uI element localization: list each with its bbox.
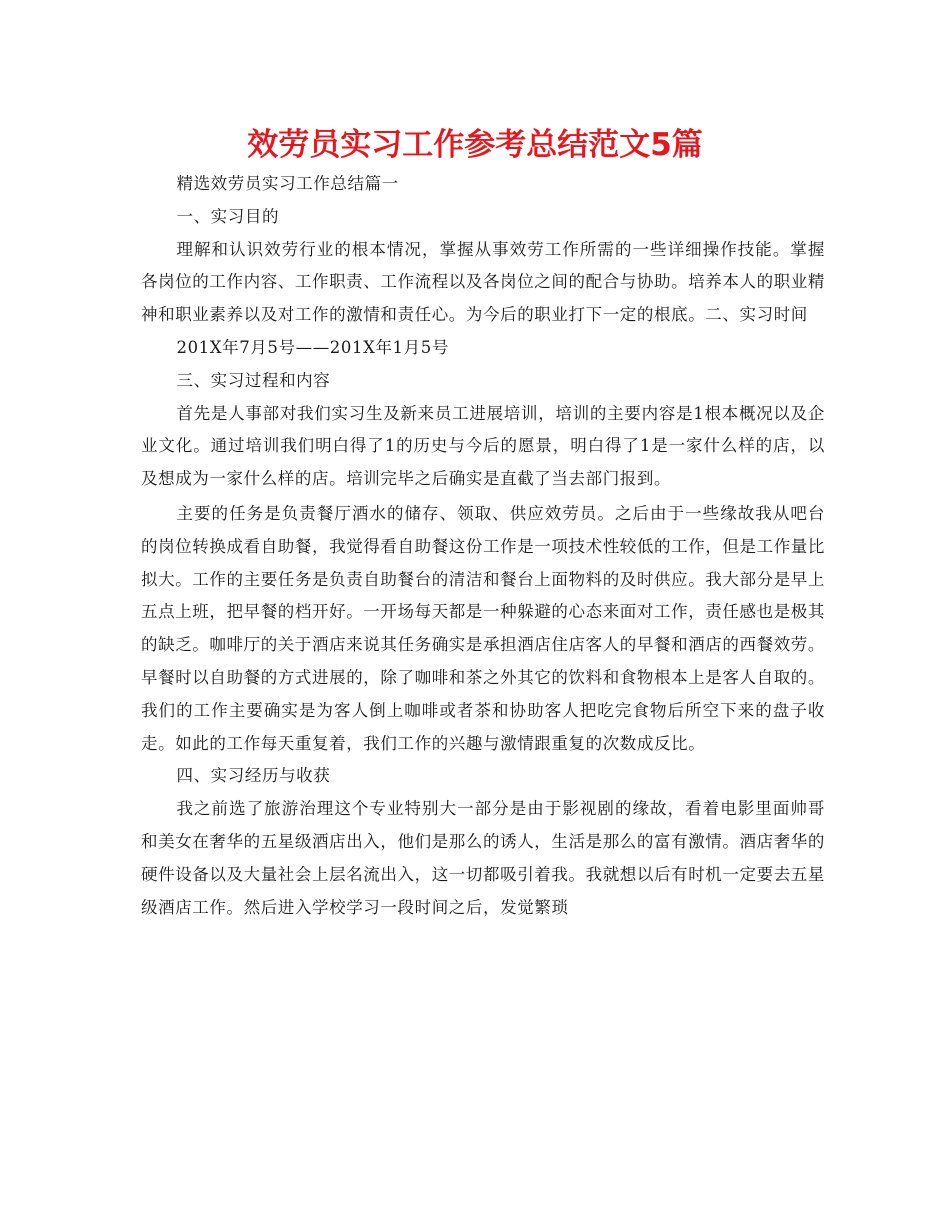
section-heading-experience: 四、实习经历与收获 [176, 766, 331, 786]
document-body [141, 168, 825, 924]
section-heading-purpose: 一、实习目的 [176, 206, 280, 226]
document-title: 效劳员实习工作参考总结范文5篇 [247, 127, 703, 163]
paragraph-dates: 201X年7月5号——201X年1月5号 [176, 337, 449, 357]
section-heading-article-one: 精选效劳员实习工作总结篇一 [176, 174, 399, 193]
section-heading-process: 三、实习过程和内容 [176, 370, 331, 390]
paragraph-purpose: 理解和认识效劳行业的根本情况，掌握从事效劳工作所需的一些详细操作技能。掌握各岗位的工作内容、工作职责、工作流程以及各岗位之间的配合与协助。培养本人的职业精神和职业素养以及对工作的激情和责任心。为今后的职业打下一定的根底。二、实习时间 [141, 239, 825, 325]
paragraph-experience: 我之前选了旅游治理这个专业特别大一部分是由于影视剧的缘故，看着电影里面帅哥和美女在奢华的五星级酒店出入，他们是那么的诱人，生活是那么的富有激情。酒店奢华的硬件设备以及大量社会上层名流出入，这一切都吸引着我。我就想以后有时机一定要去五星级酒店工作。然后进入学校学习一段时间之后，发觉繁琐 [141, 799, 825, 917]
paragraph-tasks: 主要的任务是负责餐厅酒水的储存、领取、供应效劳员。之后由于一些缘故我从吧台的岗位转换成看自助餐，我觉得看自助餐这份工作是一项技术性较低的工作，但是工作量比拟大。工作的主要任务是负责自助餐台的清洁和餐台上面物料的及时供应。我大部分是早上五点上班，把早餐的档开好。一开场每天都是一种躲避的心态来面对工作，责任感也是极其的缺乏。咖啡厅的关于酒店来说其任务确实是承担酒店住店客人的早餐和酒店的西餐效劳。早餐时以自助餐的方式进展的，除了咖啡和茶之外其它的饮料和食物根本上是客人自取的。我们的工作主要确实是为客人倒上咖啡或者茶和协助客人把吃完食物后所空下来的盘子收走。如此的工作每天重复着，我们工作的兴趣与激情跟重复的次数成反比。 [141, 503, 825, 753]
paragraph-training: 首先是人事部对我们实习生及新来员工进展培训，培训的主要内容是1根本概况以及企业文化。通过培训我们明白得了1的历史与今后的愿景，明白得了1是一家什么样的店，以及想成为一家什么样的店。培训完毕之后确实是直截了当去部门报到。 [141, 403, 825, 489]
